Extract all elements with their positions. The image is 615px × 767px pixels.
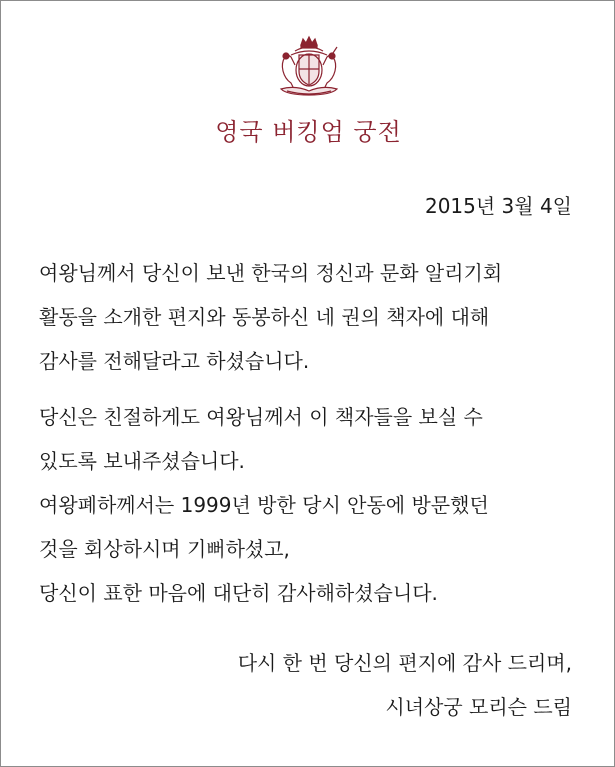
paragraph-1 xyxy=(39,251,589,383)
royal-coat-of-arms-icon xyxy=(271,35,347,99)
paragraph-1-line: 감사를 전해달라고 하셨습니다. xyxy=(39,349,310,373)
paragraph-2-line: 당신은 친절하게도 여왕님께서 이 책자들을 보실 수 xyxy=(39,405,483,429)
closing-line: 다시 한 번 당신의 편지에 감사 드리며, xyxy=(237,651,572,675)
letterhead-title: 영국 버킹엄 궁전 xyxy=(215,118,402,146)
paragraph-2-line: 당신이 표한 마음에 대단히 감사해하셨습니다. xyxy=(39,581,438,605)
paragraph-2-line: 것을 회상하시며 기뻐하셨고, xyxy=(39,537,290,561)
letter-date: 2015년 3월 4일 xyxy=(424,194,572,218)
paragraph-1-line: 활동을 소개한 편지와 동봉하신 네 권의 책자에 대해 xyxy=(39,305,490,329)
signature-line: 시녀상궁 모리슨 드림 xyxy=(385,695,572,719)
paragraph-2-line: 여왕폐하께서는 1999년 방한 당시 안동에 방문했던 xyxy=(39,493,489,517)
paragraph-2 xyxy=(39,395,589,615)
paragraph-1-line: 여왕님께서 당신이 보낸 한국의 정신과 문화 알리기회 xyxy=(39,261,503,285)
paragraph-2-line: 있도록 보내주셨습니다. xyxy=(39,449,245,473)
